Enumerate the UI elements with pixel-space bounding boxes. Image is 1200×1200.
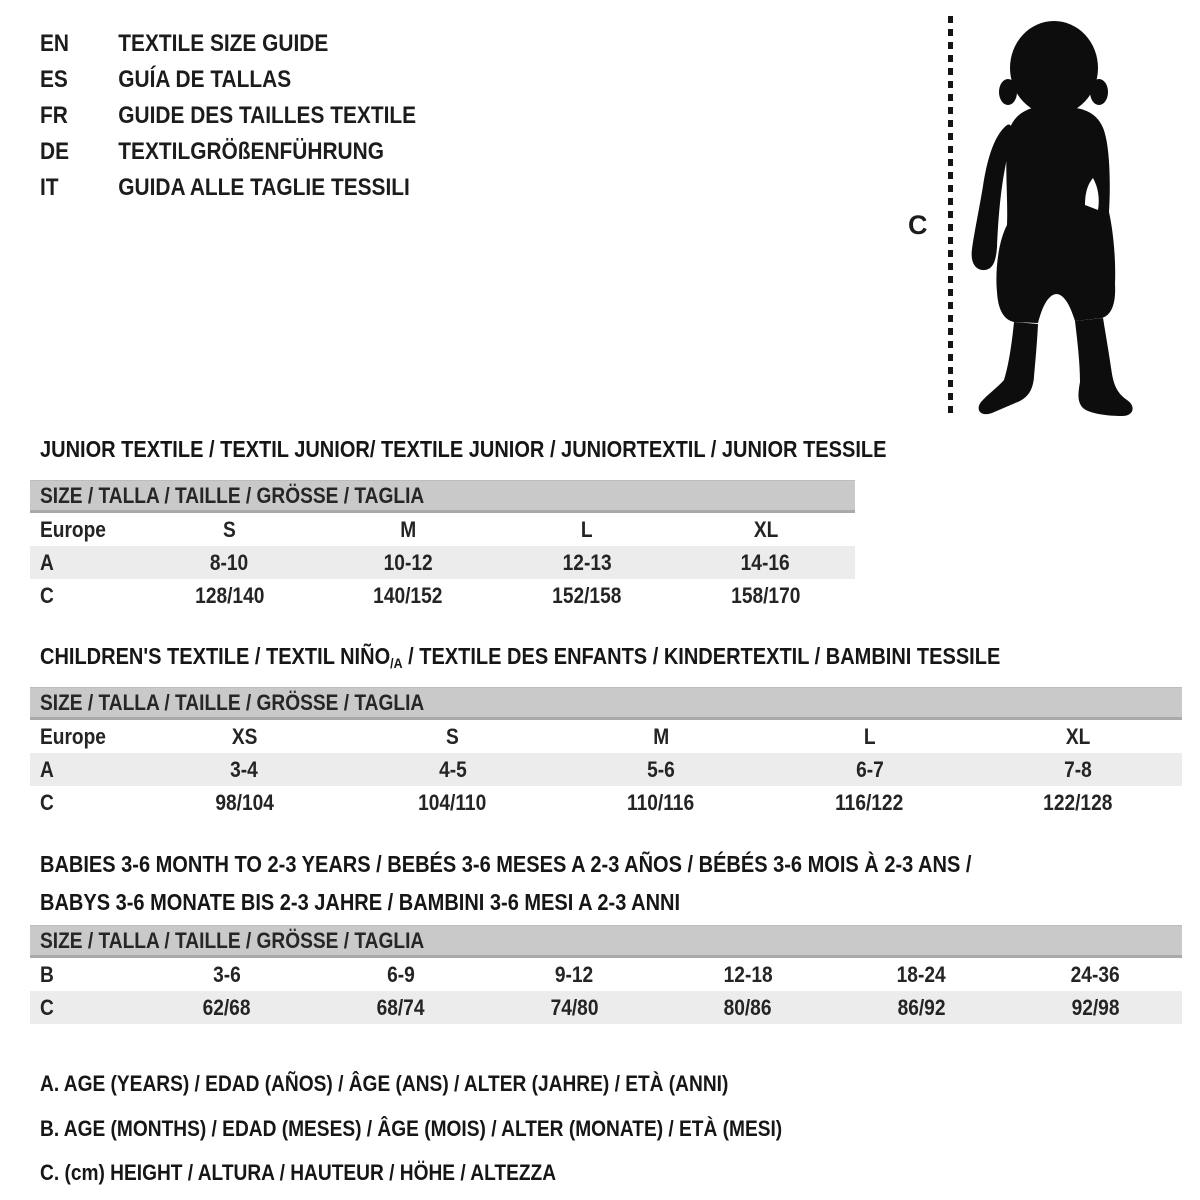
size-cell: 80/86 bbox=[723, 994, 772, 1020]
legend-line-a: A. AGE (YEARS) / EDAD (AÑOS) / ÂGE (ANS) / ALTER (JAHRE) / ETÀ (ANNI) bbox=[40, 1071, 729, 1096]
size-header-band: SIZE / TALLA / TAILLE / GRÖSSE / TAGLIA bbox=[30, 687, 1182, 720]
size-cell: 86/92 bbox=[897, 994, 946, 1020]
size-cell: 3-4 bbox=[230, 756, 259, 782]
size-cell: XS bbox=[231, 723, 257, 749]
size-cell: 7-8 bbox=[1063, 756, 1092, 782]
row-label: B bbox=[40, 961, 54, 987]
babies-size-table bbox=[30, 925, 1182, 1024]
size-cell: 3-6 bbox=[213, 961, 241, 987]
row-label: Europe bbox=[40, 723, 106, 749]
language-title: TEXTILGRÖßENFÜHRUNG bbox=[118, 138, 384, 165]
row-label: A bbox=[40, 549, 54, 575]
table-row-height bbox=[30, 579, 855, 612]
size-cell: 74/80 bbox=[550, 994, 599, 1020]
language-row-it bbox=[40, 170, 416, 206]
table-row-europe bbox=[30, 513, 855, 546]
language-row-en bbox=[40, 26, 416, 62]
language-title: TEXTILE SIZE GUIDE bbox=[118, 30, 329, 57]
nino-a-subscript: /A bbox=[390, 656, 403, 672]
children-size-table bbox=[30, 687, 1182, 819]
row-label: C bbox=[40, 994, 54, 1020]
size-header-band: SIZE / TALLA / TAILLE / GRÖSSE / TAGLIA bbox=[30, 480, 855, 513]
junior-size-table bbox=[30, 480, 855, 612]
language-code: DE bbox=[40, 138, 70, 165]
toddler-silhouette-icon bbox=[962, 20, 1142, 422]
size-cell: 62/68 bbox=[202, 994, 251, 1020]
size-cell: 6-9 bbox=[386, 961, 415, 987]
size-cell: 6-7 bbox=[855, 756, 884, 782]
language-title: GUÍA DE TALLAS bbox=[118, 66, 292, 93]
language-code: IT bbox=[40, 174, 59, 201]
size-cell: 128/140 bbox=[194, 582, 264, 608]
size-cell: 140/152 bbox=[373, 582, 443, 608]
size-cell: 5-6 bbox=[647, 756, 675, 782]
size-header-band: SIZE / TALLA / TAILLE / GRÖSSE / TAGLIA bbox=[30, 925, 1182, 958]
table-row-height bbox=[30, 991, 1182, 1024]
legend-line-b: B. AGE (MONTHS) / EDAD (MESES) / ÂGE (MOIS) / ALTER (MONATE) / ETÀ (MESI) bbox=[40, 1116, 783, 1141]
size-cell: M bbox=[653, 723, 669, 749]
size-cell: 8-10 bbox=[210, 549, 249, 575]
size-cell: 98/104 bbox=[214, 789, 274, 815]
size-cell: S bbox=[222, 516, 236, 542]
table-row-europe bbox=[30, 720, 1182, 753]
size-cell: L bbox=[863, 723, 876, 749]
table-row-age-months bbox=[30, 958, 1182, 991]
language-row-de bbox=[40, 134, 416, 170]
size-cell: 10-12 bbox=[383, 549, 433, 575]
babies-section-title-line1: BABIES 3-6 MONTH TO 2-3 YEARS / BEBÉS 3-6 MESES A 2-3 AÑOS / BÉBÉS 3-6 MOIS À 2-3 ANS / bbox=[40, 851, 972, 877]
legend-line-c: C. (cm) HEIGHT / ALTURA / HAUTEUR / HÖHE / ALTEZZA bbox=[40, 1160, 557, 1185]
height-dotted-line bbox=[948, 16, 953, 416]
size-cell: M bbox=[400, 516, 417, 542]
junior-section-title: JUNIOR TEXTILE / TEXTIL JUNIOR/ TEXTILE JUNIOR / JUNIORTEXTIL / JUNIOR TESSILE bbox=[40, 436, 887, 462]
size-cell: 152/158 bbox=[552, 582, 622, 608]
language-title: GUIDA ALLE TAGLIE TESSILI bbox=[118, 174, 410, 201]
size-cell: 104/110 bbox=[418, 789, 487, 815]
size-cell: 122/128 bbox=[1043, 789, 1113, 815]
size-cell: XL bbox=[753, 516, 778, 542]
size-cell: 158/170 bbox=[731, 582, 801, 608]
language-header bbox=[40, 26, 472, 206]
height-label-c: C bbox=[908, 210, 928, 240]
size-cell: 12-13 bbox=[562, 549, 612, 575]
size-cell: 116/122 bbox=[835, 789, 904, 815]
babies-section-title-line2: BABYS 3-6 MONATE BIS 2-3 JAHRE / BAMBINI 3-6 MESI A 2-3 ANNI bbox=[40, 889, 681, 915]
row-label: C bbox=[40, 789, 54, 815]
size-cell: 14-16 bbox=[741, 549, 791, 575]
table-row-age bbox=[30, 546, 855, 579]
size-cell: 68/74 bbox=[376, 994, 425, 1020]
size-cell: XL bbox=[1065, 723, 1091, 749]
size-cell: 9-12 bbox=[555, 961, 594, 987]
size-cell: 4-5 bbox=[438, 756, 467, 782]
size-cell: L bbox=[581, 516, 593, 542]
table-row-height bbox=[30, 786, 1182, 819]
size-cell: 24-36 bbox=[1070, 961, 1120, 987]
language-title: GUIDE DES TAILLES TEXTILE bbox=[118, 102, 417, 129]
size-cell: 12-18 bbox=[723, 961, 773, 987]
size-cell: S bbox=[446, 723, 459, 749]
size-cell: 92/98 bbox=[1071, 994, 1120, 1020]
row-label: C bbox=[40, 582, 54, 608]
row-label: Europe bbox=[40, 516, 106, 542]
table-row-age bbox=[30, 753, 1182, 786]
size-cell: 18-24 bbox=[897, 961, 946, 987]
language-code: FR bbox=[40, 102, 68, 129]
language-code: ES bbox=[40, 66, 68, 93]
size-cell: 110/116 bbox=[627, 789, 695, 815]
language-code: EN bbox=[40, 30, 70, 57]
language-row-fr bbox=[40, 98, 416, 134]
language-row-es bbox=[40, 62, 416, 98]
children-section-title: CHILDREN'S TEXTILE / TEXTIL NIÑO/A / TEXTILE DES ENFANTS / KINDERTEXTIL / BAMBINI TESSILE bbox=[40, 643, 1001, 672]
row-label: A bbox=[40, 756, 54, 782]
